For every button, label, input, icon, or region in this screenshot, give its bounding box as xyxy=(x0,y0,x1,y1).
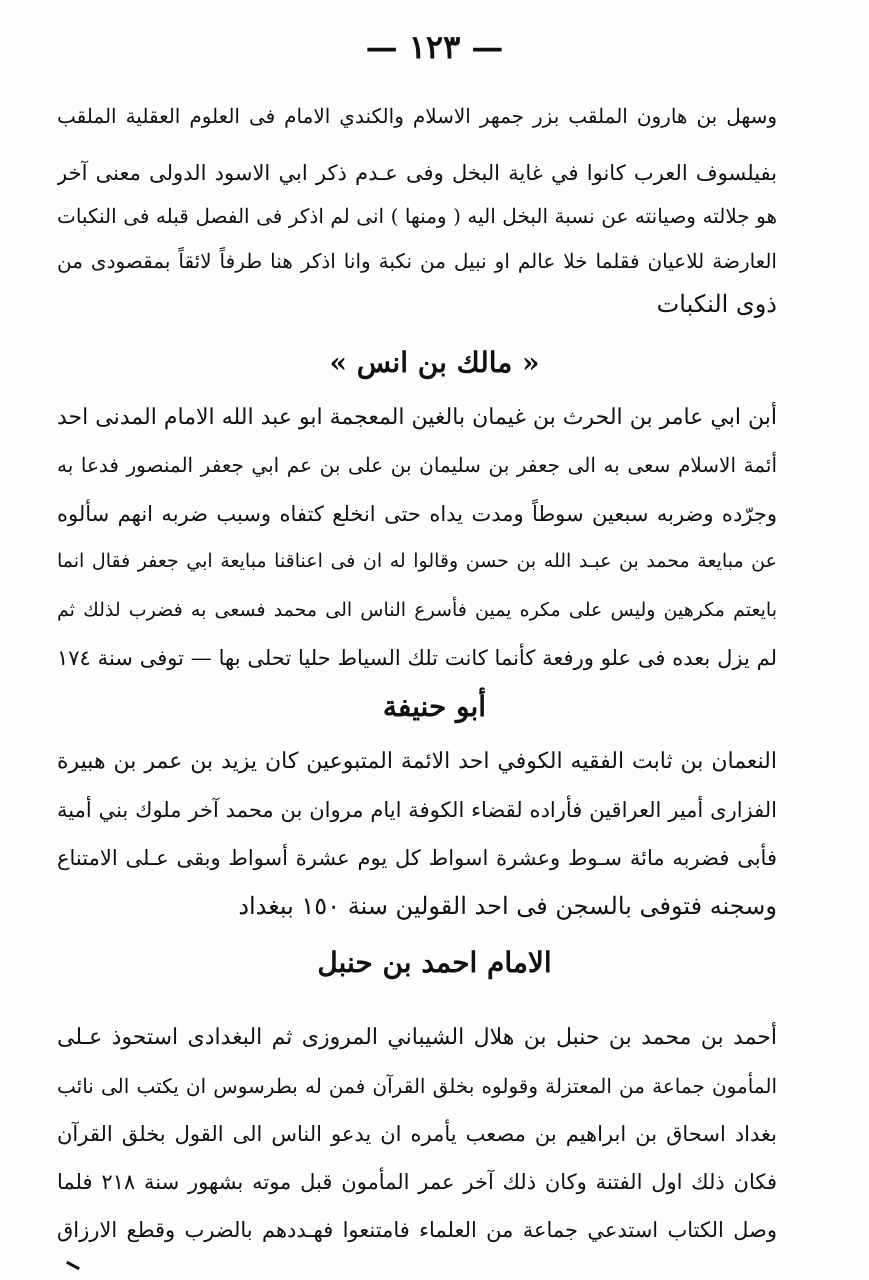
paragraph-line: عن مبايعة محمد بن عبـد الله بن حسن وقالوا له ان فى اعناقنا مبايعة ابي جعفر فقال انما xyxy=(57,550,777,572)
paragraph-line: بفيلسوف العرب كانوا في غاية البخل وفى عـدم ذكر ابي الاسود الدولى معنى آخر xyxy=(57,161,777,185)
paragraph-line: المأمون جماعة من المعتزلة وقولوه بخلق القرآن فمن له بطرسوس ان يكتب الى نائب xyxy=(57,1074,777,1098)
paragraph-line: أبن ابي عامر بن الحرث بن غيمان بالغين المعجمة ابو عبد الله الامام المدنى احد xyxy=(57,405,777,430)
section-heading-malik: « مالك بن انس » xyxy=(329,346,540,379)
section-heading-abu-hanifa: أبو حنيفة xyxy=(382,690,487,723)
paragraph-line: وسجنه فتوفى بالسجن فى احد القولين سنة ١٥٠ ببغداد xyxy=(238,892,777,920)
paragraph-line: بايعتم مكرهين وليس على مكره يمين فأسرع الناس الى محمد فسعى به فضرب لذلك ثم xyxy=(57,599,777,621)
section-heading-ahmad-ibn-hanbal: الامام احمد بن حنبل xyxy=(317,946,552,979)
paragraph-line: هو جلالته وصيانته عن نسبة البخل اليه ( ومنها ) انى لم اذكر فى الفصل قبله فى النكبات xyxy=(57,204,777,228)
paragraph-line: النعمان بن ثابت الفقيه الكوفي احد الائمة المتبوعين كان يزيد بن عمر بن هبيرة xyxy=(57,749,777,774)
paragraph-line: ذوى النكبات xyxy=(656,290,777,318)
paragraph-line: الفزارى أمير العراقين فأراده لقضاء الكوفة ايام مروان بن محمد آخر ملوك بني أمية xyxy=(57,798,777,822)
paragraph-line: فأبى فضربه مائة سـوط وعشرة اسواط كل يوم عشرة أسواط وبقى عـلى الامتناع xyxy=(57,846,777,870)
paragraph-line: أحمد بن محمد بن حنبل بن هلال الشيباني المروزى ثم البغدادى استحوذ عـلى xyxy=(57,1025,777,1050)
paragraph-line: العارضة للاعيان فقلما خلا عالم او نبيل من نكبة وانا اذكر هنا طرفاً لائقاً بمقصودى من xyxy=(57,249,777,273)
paragraph-line: فكان ذلك اول الفتنة وكان ذلك آخر عمر المأمون قبل موته بشهور سنة ٢١٨ فلما xyxy=(57,1170,777,1194)
paragraph-line: بغداد اسحاق بن ابراهيم بن مصعب يأمره ان يدعو الناس الى القول بخلق القرآن xyxy=(57,1122,777,1146)
paragraph-line: وصل الكتاب استدعي جماعة من العلماء فامتنعوا فهـددهم بالضرب وقطع الارزاق xyxy=(57,1218,777,1242)
scan-mark xyxy=(66,1261,80,1270)
paragraph-line: أئمة الاسلام سعى به الى جعفر بن سليمان بن على بن عم ابي جعفر المنصور فدعا به xyxy=(57,453,777,477)
paragraph-line: لم يزل بعده فى علو ورفعة كأنما كانت تلك السياط حليا تحلى بها — توفى سنة ١٧٤ xyxy=(57,646,777,670)
page-number: — ١٢٣ — xyxy=(365,28,504,66)
paragraph-line: وسهل بن هارون الملقب بزر جمهر الاسلام والكندي الامام فى العلوم العقلية الملقب xyxy=(57,104,777,128)
paragraph-line: وجرّده وضربه سبعين سوطاً ومدت يداه حتى انخلع كتفاه وسبب ضربه انهم سألوه xyxy=(57,502,777,526)
